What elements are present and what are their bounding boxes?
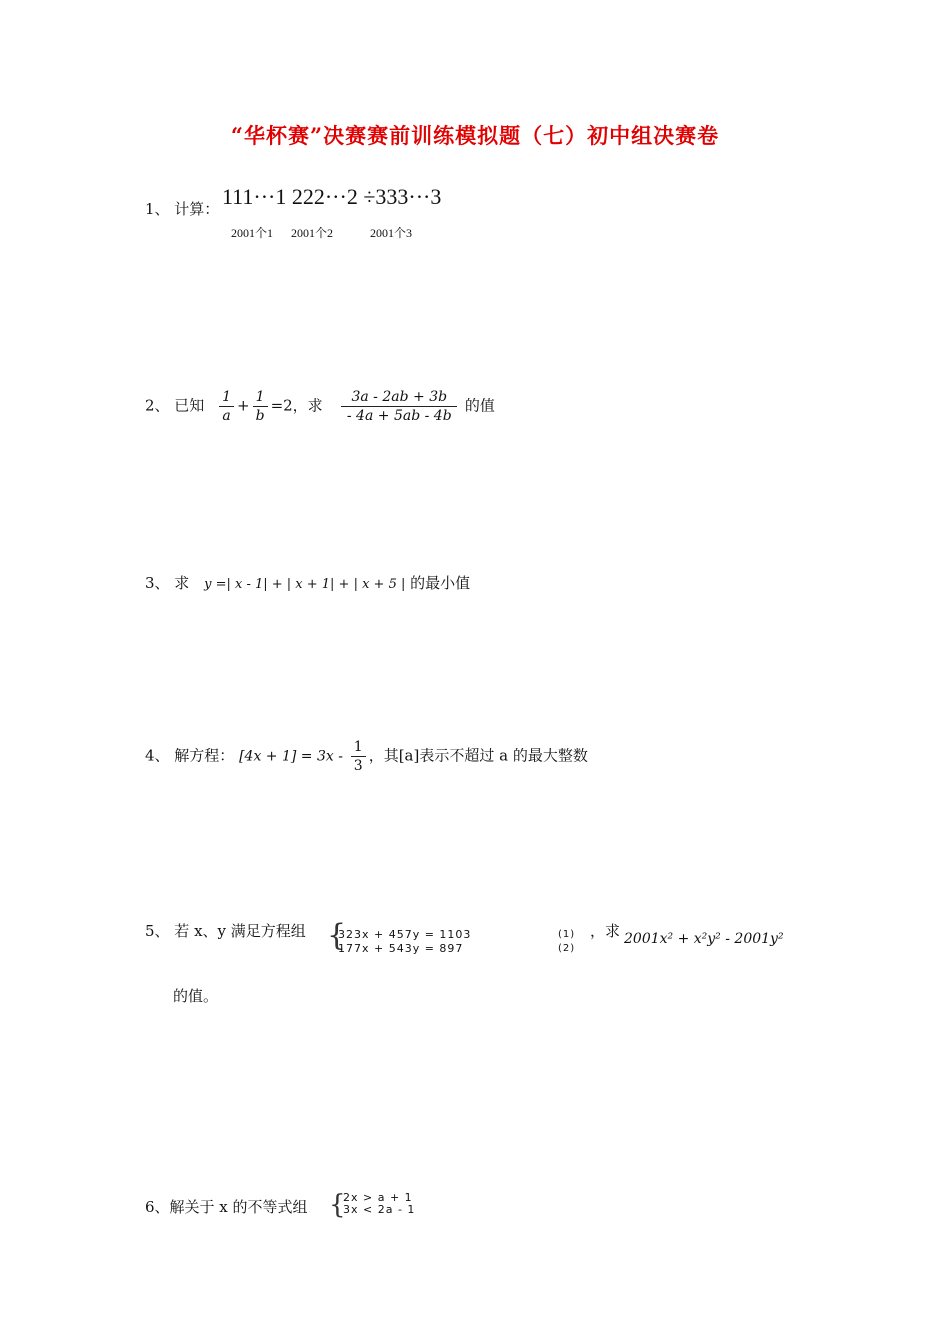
equation-1: 323x + 457y = 1103 bbox=[338, 928, 472, 941]
inequality-system bbox=[343, 1192, 415, 1216]
inequality-brace: { bbox=[329, 1190, 346, 1220]
question-5-expression: 2001x² + x²y² - 2001y² bbox=[624, 931, 784, 947]
fraction-denominator: 3 bbox=[353, 758, 363, 774]
fraction-numerator: 1 bbox=[219, 388, 234, 407]
equation-tag-2: (2) bbox=[558, 943, 576, 954]
question-4-label: 4、 解方程： bbox=[145, 746, 235, 765]
question-1-expression: 111···1 222···2 ÷333···3 bbox=[222, 184, 442, 209]
question-6-label: 6、解关于 x 的不等式组 bbox=[145, 1198, 308, 1216]
equation-tags bbox=[558, 928, 575, 956]
inequality-1: 2x > a + 1 bbox=[343, 1191, 413, 1204]
fraction-one-third bbox=[351, 738, 366, 775]
question-3-expression: y =| x - 1| + | x + 1| + | x + 5 | bbox=[204, 577, 406, 592]
question-4-tail: ，其[a]表示不超过 a 的最大整数 bbox=[368, 746, 588, 765]
fraction-numerator: 1 bbox=[253, 388, 268, 407]
fraction-denominator: - 4a + 5ab - 4b bbox=[346, 408, 452, 424]
fraction-numerator: 3a - 2ab + 3b bbox=[341, 388, 457, 407]
question-1-subscript-1: 2001个1 bbox=[231, 226, 274, 240]
question-1-subscript-3: 2001个3 bbox=[370, 226, 413, 240]
system-brace: { bbox=[327, 918, 347, 953]
question-2 bbox=[145, 388, 495, 425]
fraction-numerator: 1 bbox=[351, 738, 366, 757]
question-3-label: 3、 求 bbox=[145, 574, 190, 592]
fraction-1-over-a bbox=[219, 388, 234, 425]
inequality-2: 3x < 2a - 1 bbox=[343, 1203, 416, 1216]
equation-system bbox=[338, 928, 471, 956]
fraction-1-over-b bbox=[253, 388, 268, 425]
plus-sign: + bbox=[237, 396, 250, 415]
fraction-expression bbox=[341, 388, 457, 425]
question-1-subscript-2: 2001个2 bbox=[291, 226, 334, 240]
question-1-label: 1、 计算： bbox=[145, 200, 220, 218]
fraction-denominator: a bbox=[222, 408, 231, 424]
question-5-label: 5、 若 x、y 满足方程组 bbox=[145, 922, 306, 940]
question-5-tail: 的值。 bbox=[173, 987, 219, 1005]
question-5-qiu: ，求 bbox=[590, 922, 621, 940]
question-3-tail: 的最小值 bbox=[410, 574, 471, 592]
page-title: “华杯赛”决赛赛前训练模拟题（七）初中组决赛卷 bbox=[230, 123, 720, 148]
question-4-expression: [4x + 1] = 3x - bbox=[239, 748, 343, 765]
equation-tag-1: (1) bbox=[558, 929, 576, 940]
question-2-tail: 的值 bbox=[464, 396, 495, 415]
question-2-label: 2、 已知 bbox=[145, 396, 205, 415]
question-4 bbox=[145, 738, 588, 775]
equation-2: 177x + 543y = 897 bbox=[338, 942, 464, 955]
question-2-equals: =2，求 bbox=[270, 396, 323, 415]
question-3 bbox=[145, 572, 470, 593]
fraction-denominator: b bbox=[255, 408, 265, 424]
